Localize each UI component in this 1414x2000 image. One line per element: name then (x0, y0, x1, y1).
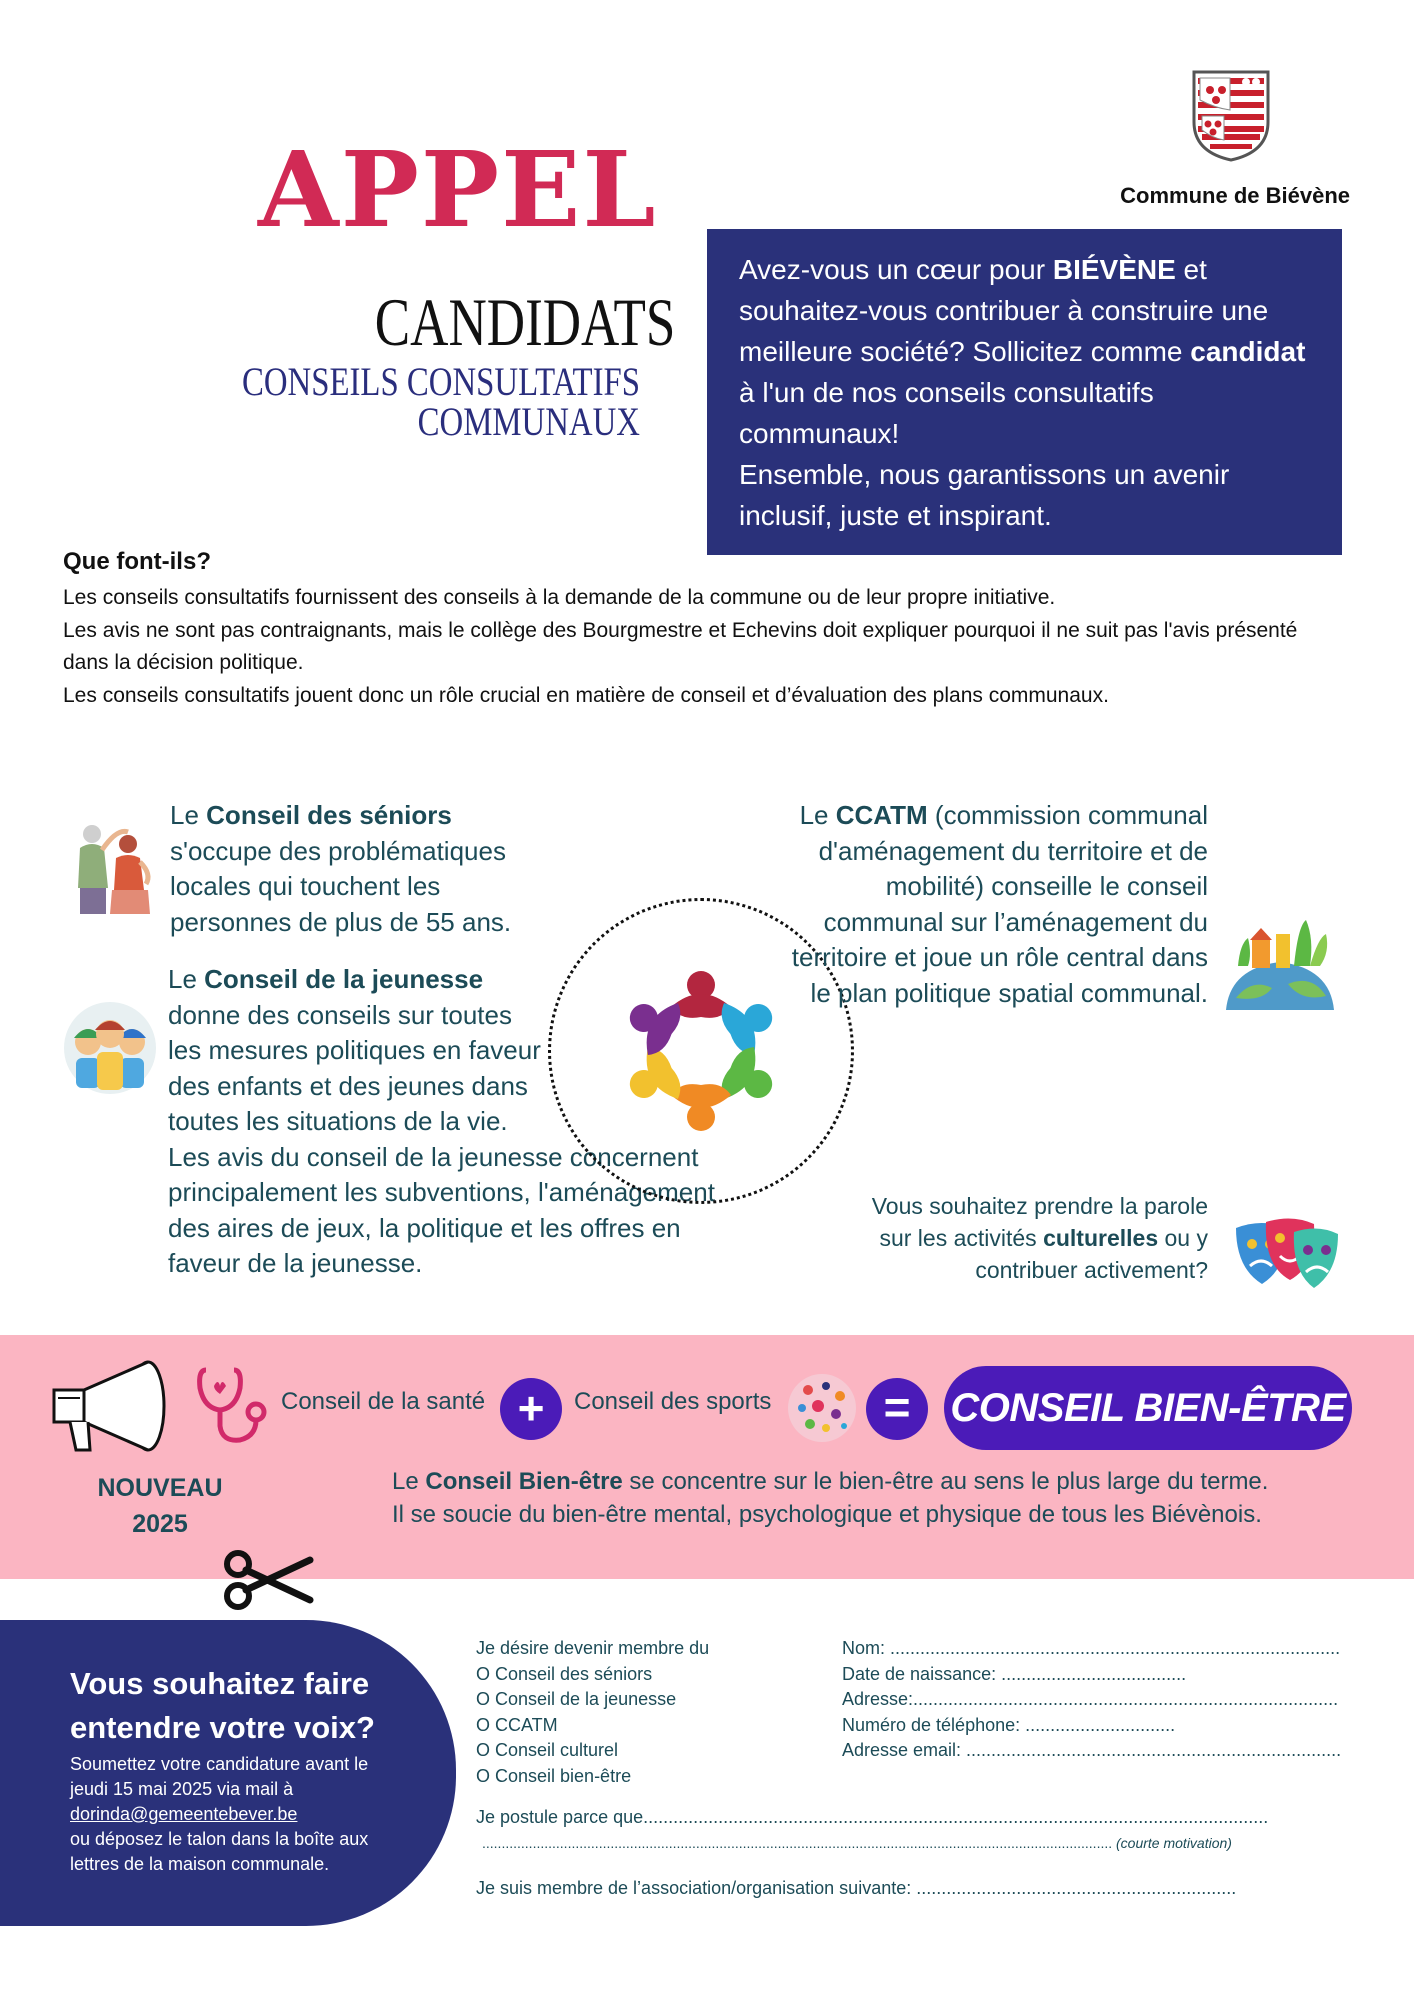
qf-line-3: Les conseils consultatifs jouent donc un rôle crucial en matière de conseil et d’évaluation des plans communaux. (63, 683, 1109, 707)
culture-description (840, 1190, 1208, 1286)
field-adresse[interactable]: Adresse:..................................................................................... (842, 1689, 1339, 1709)
motivation-note: (courte motivation) (1116, 1835, 1232, 1851)
apply-title: Vous souhaitez faire entendre votre voix? (70, 1666, 375, 1745)
commune-name: Commune de Biévène (1120, 183, 1350, 208)
culture-pre: Vous souhaitez prendre la parole sur les activités (871, 1193, 1208, 1251)
option-bien-etre[interactable]: O Conseil bien-être (476, 1765, 632, 1786)
intro-text-2: et souhaitez-vous contribuer à construire une meilleure société? Sollicitez comme (739, 254, 1269, 367)
plus-icon: + (500, 1378, 562, 1440)
membership-options (476, 1636, 806, 1789)
jeunesse-pre: Le (168, 964, 205, 994)
community-ring-icon (610, 960, 792, 1142)
commune-crest-icon (1190, 70, 1272, 162)
apply-body (70, 1752, 410, 1877)
field-nom[interactable]: Nom: .......................................................................................... (842, 1638, 1341, 1658)
bien-etre-description (392, 1466, 1372, 1531)
label-conseil-sports: Conseil des sports (574, 1388, 772, 1415)
field-email[interactable]: Adresse email: ........................................................................... (842, 1740, 1342, 1760)
ccatm-pre: Le (799, 800, 836, 830)
field-association[interactable]: Je suis membre de l’association/organisation suivante: ................................................................ (476, 1878, 1237, 1898)
seniors-text: s'occupe des problématiques locales qui touchent les personnes de plus de 55 ans. (170, 835, 512, 937)
intro-text-4: Ensemble, nous garantissons un avenir inclusif, juste et inspirant. (739, 459, 1230, 531)
intro-box (707, 229, 1342, 555)
jeunesse-bold: Conseil de la jeunesse (204, 964, 484, 994)
title-candidats: CANDIDATS (374, 284, 676, 360)
culture-bold: culturelles (1043, 1225, 1159, 1251)
earth-town-icon (1222, 918, 1338, 1010)
nouveau-text: NOUVEAU (97, 1474, 223, 1502)
option-ccatm[interactable]: O CCATM (476, 1714, 558, 1735)
equals-icon: = (866, 1378, 928, 1440)
option-culturel[interactable]: O Conseil culturel (476, 1740, 619, 1760)
jeunesse-text: donne des conseils sur toutes les mesures politiques en faveur des enfants et des jeunes dans toutes les situations de la vie. (168, 999, 541, 1136)
section-body-que-font-ils (63, 582, 1363, 712)
apply-body-1: Soumettez votre candidature avant le jeudi 15 mai 2025 via mail à (70, 1754, 369, 1799)
scissors-icon (224, 1548, 314, 1612)
be-desc-pre: Le (392, 1468, 426, 1495)
motivation-dots: .................................................................................................................................................................. (482, 1835, 1113, 1851)
culture-text: ou y contribuer activement? (975, 1225, 1208, 1283)
qf-line-2: Les avis ne sont pas contraignants, mais le collège des Bourgmestre et Echevins doit expliquer pourquoi il ne suit pas l'avis présenté dans la décision politique. (63, 618, 1298, 674)
seniors-bold: Conseil des séniors (206, 800, 452, 830)
nouveau-label (80, 1470, 240, 1542)
apply-email-link[interactable]: dorinda@gemeentebever.be (70, 1804, 298, 1824)
intro-text-3: à l'un de nos conseils consultatifs communaux! (739, 377, 1154, 449)
title-subtitle: CONSEILS CONSULTATIFS COMMUNAUX (241, 359, 640, 444)
jeunesse-text-2: Les avis du conseil de la jeunesse concernent principalement les subventions, l'aménagement des aires de jeux, la politique et les offres en faveur de la jeunesse. (168, 1141, 715, 1278)
seniors-dancing-icon (62, 818, 158, 918)
field-telephone[interactable]: Numéro de téléphone: .............................. (842, 1714, 1176, 1735)
ccatm-description (790, 798, 1208, 1011)
option-jeunesse[interactable]: O Conseil de la jeunesse (476, 1689, 677, 1709)
seniors-pre: Le (170, 800, 207, 830)
field-date-naissance[interactable]: Date de naissance: ..................................... (842, 1663, 1187, 1684)
section-title-que-font-ils: Que font-ils? (63, 548, 211, 575)
stethoscope-icon (196, 1364, 272, 1446)
conseil-bien-etre-badge: CONSEIL BIEN-ÊTRE (944, 1366, 1352, 1450)
ccatm-text: (commission communal d'aménagement du territoire et de mobilité) conseille le conseil communal sur l’aménagement du territoire et joue un rôle central dans le plan politique spatial communal. (791, 800, 1208, 1008)
qf-line-1: Les conseils consultatifs fournissent des conseils à la demande de la commune ou de leur propre initiative. (63, 586, 1056, 609)
option-seniors[interactable]: O Conseil des séniors (476, 1663, 653, 1684)
title-appel: APPEL (258, 128, 658, 251)
field-motivation[interactable]: Je postule parce que............................................................................................................................. (476, 1807, 1269, 1827)
intro-bold-bievene: BIÉVÈNE (1052, 254, 1176, 285)
theatre-masks-icon (1232, 1218, 1342, 1294)
be-desc-2: Il se soucie du bien-être mental, psychologique et physique de tous les Biévènois. (392, 1500, 1262, 1528)
be-desc-bold: Conseil Bien-être (425, 1468, 623, 1495)
apply-body-2: ou déposez le talon dans la boîte aux lettres de la maison communale. (70, 1829, 369, 1874)
seniors-description (170, 798, 550, 940)
intro-bold-candidat: candidat (1190, 336, 1306, 367)
personal-fields (842, 1636, 1362, 1764)
motivation-line-2[interactable] (482, 1831, 1362, 1857)
be-desc-1: se concentre sur le bien-être au sens le plus large du terme. (622, 1468, 1269, 1495)
intro-text-1: Avez-vous un cœur pour (739, 254, 1053, 285)
nouveau-year: 2025 (132, 1510, 188, 1538)
youth-group-icon (62, 1000, 158, 1096)
megaphone-icon (50, 1358, 170, 1458)
sports-balls-icon (786, 1372, 858, 1444)
form-intro: Je désire devenir membre du (476, 1638, 710, 1658)
label-conseil-sante: Conseil de la santé (281, 1388, 486, 1415)
ccatm-bold: CCATM (835, 800, 928, 830)
